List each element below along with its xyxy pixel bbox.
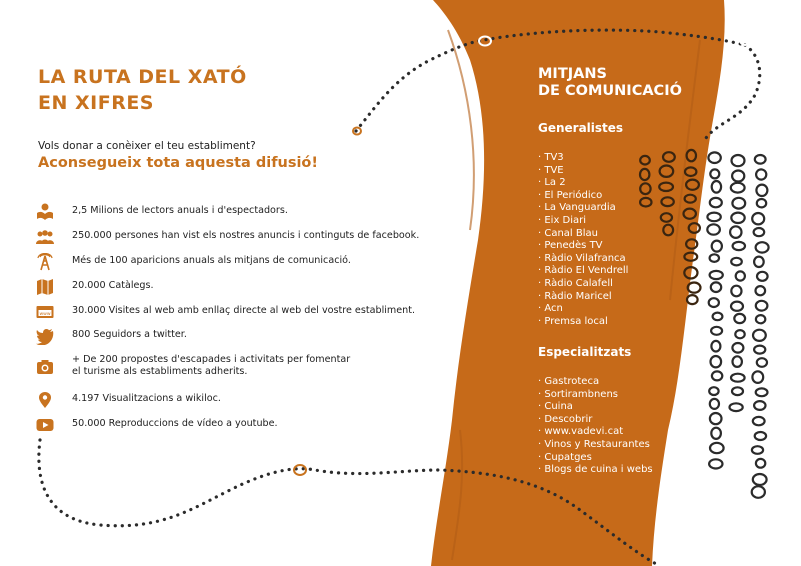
pattern-ring	[735, 330, 744, 338]
list-item: · La 2	[538, 177, 628, 190]
people-icon	[36, 228, 54, 246]
web-icon	[36, 303, 54, 321]
pattern-ring	[713, 313, 723, 321]
pattern-ring	[732, 155, 745, 166]
stat-row	[34, 227, 494, 247]
pattern-ring	[710, 254, 719, 262]
pattern-ring	[712, 181, 721, 193]
pattern-ring	[755, 155, 766, 164]
pattern-ring	[710, 198, 722, 207]
pattern-ring	[754, 401, 765, 410]
list-item: · Gastroteca	[538, 376, 653, 389]
list-item: · Ràdio Vilafranca	[538, 253, 628, 266]
list-item: · Acn	[538, 303, 628, 316]
list-item: · Cupatges	[538, 452, 653, 465]
intro-question: Vols donar a conèixer el teu establiment?	[38, 140, 256, 152]
pattern-ring	[711, 341, 720, 352]
pattern-ring	[711, 282, 721, 292]
list-item: · Penedès TV	[538, 240, 628, 253]
pattern-ring	[730, 403, 743, 411]
list-item: · TV3	[538, 152, 628, 165]
title-line-2: EN XIFRES	[38, 92, 154, 114]
list-item: · Vinos y Restaurantes	[538, 439, 653, 452]
pattern-ring	[755, 432, 766, 440]
svg-text:www: www	[39, 312, 51, 317]
pattern-ring	[730, 226, 741, 238]
stat-row	[34, 415, 494, 435]
pattern-ring	[731, 213, 744, 223]
list-item: · Ràdio El Vendrell	[538, 265, 628, 278]
pattern-ring	[731, 258, 742, 266]
pattern-ring	[752, 486, 765, 498]
pattern-ring	[707, 213, 720, 222]
stat-text: + De 200 propostes d'escapades i activitats per fomentar el turisme als establiments adherits.	[72, 354, 351, 377]
stat-text: Més de 100 aparicions anuals als mitjans de comunicació.	[72, 255, 351, 266]
page-title	[38, 64, 247, 116]
pattern-ring	[756, 185, 767, 196]
pattern-ring	[756, 301, 768, 311]
pattern-ring	[754, 257, 764, 267]
twitter-icon	[36, 327, 54, 345]
pattern-ring	[731, 302, 743, 311]
generalistes-heading: Generalistes	[538, 121, 624, 135]
pattern-ring	[752, 213, 764, 224]
media-title	[538, 66, 682, 100]
stat-text: 30.000 Visites al web amb enllaç directe al web del vostre establiment.	[72, 305, 416, 316]
stat-row	[34, 202, 494, 222]
especialitzats-heading: Especialitzats	[538, 345, 632, 359]
list-item: · Cuina	[538, 401, 653, 414]
list-item: · Canal Blau	[538, 228, 628, 241]
pattern-ring	[753, 417, 765, 425]
pattern-ring	[756, 388, 768, 396]
stat-row	[34, 302, 494, 322]
pattern-ring	[756, 459, 765, 468]
map-icon	[36, 278, 54, 296]
antenna-icon	[36, 253, 54, 271]
media-title-line-1: MITJANS	[538, 66, 607, 82]
list-item: · Sortirambnens	[538, 389, 653, 402]
pattern-ring	[732, 343, 743, 353]
location-pin-icon	[36, 391, 54, 409]
list-item: · Descobrir	[538, 414, 653, 427]
especialitzats-list	[538, 376, 653, 477]
stat-text: 250.000 persones han vist els nostres anuncis i continguts de facebook.	[72, 230, 420, 241]
pattern-ring	[712, 371, 722, 380]
pattern-ring	[756, 169, 766, 179]
stat-text: 50.000 Reproduccions de vídeo a youtube.	[72, 418, 278, 429]
intro-callout: Aconsegueix tota aquesta difusió!	[38, 155, 319, 171]
pattern-ring	[756, 315, 765, 323]
pattern-ring	[732, 171, 744, 182]
pattern-ring	[754, 346, 765, 354]
pattern-ring	[731, 374, 745, 382]
stat-text: 2,5 Milions de lectors anuals i d'espectadors.	[72, 205, 288, 216]
pattern-ring	[757, 199, 766, 207]
pattern-ring	[734, 314, 745, 323]
pattern-ring	[731, 286, 741, 297]
list-item: · Ràdio Maricel	[538, 291, 628, 304]
pattern-ring	[709, 459, 722, 468]
pattern-ring	[710, 271, 723, 279]
pattern-ring	[736, 271, 745, 280]
pattern-ring	[753, 330, 766, 341]
title-line-1: LA RUTA DEL XATÓ	[38, 66, 247, 88]
media-title-line-2: DE COMUNICACIÓ	[538, 83, 682, 99]
camera-icon	[36, 358, 54, 376]
stat-row	[34, 390, 494, 410]
pattern-ring	[757, 272, 768, 281]
pattern-ring	[710, 169, 719, 178]
stat-row	[34, 277, 494, 297]
pattern-ring	[710, 413, 722, 424]
stat-row	[34, 326, 494, 346]
youtube-icon	[36, 416, 54, 434]
stat-row	[34, 252, 494, 272]
generalistes-list	[538, 152, 628, 328]
pattern-ring	[757, 358, 767, 367]
pattern-ring	[709, 298, 719, 307]
list-item: · www.vadevi.cat	[538, 426, 653, 439]
list-item: · El Periódico	[538, 190, 628, 203]
list-item: · TVE	[538, 165, 628, 178]
pattern-ring	[733, 356, 742, 367]
stat-text: 4.197 Visualitzacions a wikiloc.	[72, 393, 221, 404]
pattern-ring	[707, 224, 720, 234]
pattern-ring	[687, 295, 698, 304]
pattern-ring	[754, 228, 765, 236]
pattern-ring	[752, 446, 763, 454]
stat-text: 20.000 Catàlegs.	[72, 280, 154, 291]
reader-icon	[36, 203, 54, 221]
pattern-ring	[732, 198, 745, 209]
pattern-ring	[712, 241, 722, 252]
pattern-ring	[756, 286, 766, 295]
list-item: · Eix Diari	[538, 215, 628, 228]
stat-text: 800 Seguidors a twitter.	[72, 329, 187, 340]
pattern-ring	[711, 327, 722, 335]
pattern-ring	[756, 242, 769, 252]
pattern-ring	[711, 356, 722, 367]
pattern-ring	[732, 387, 743, 395]
pattern-ring	[709, 387, 718, 395]
list-item: · Premsa local	[538, 316, 628, 329]
pattern-ring	[710, 399, 719, 409]
list-item: · La Vanguardia	[538, 202, 628, 215]
pattern-ring	[711, 428, 721, 439]
pattern-ring	[688, 283, 701, 293]
pattern-ring	[708, 152, 720, 163]
pattern-ring	[710, 443, 724, 453]
pattern-ring	[731, 183, 745, 193]
pattern-ring	[752, 371, 763, 383]
pattern-ring	[733, 242, 745, 250]
list-item: · Ràdio Calafell	[538, 278, 628, 291]
list-item: · Blogs de cuina i webs	[538, 464, 653, 477]
stat-row	[34, 354, 494, 377]
pattern-ring	[753, 474, 767, 485]
